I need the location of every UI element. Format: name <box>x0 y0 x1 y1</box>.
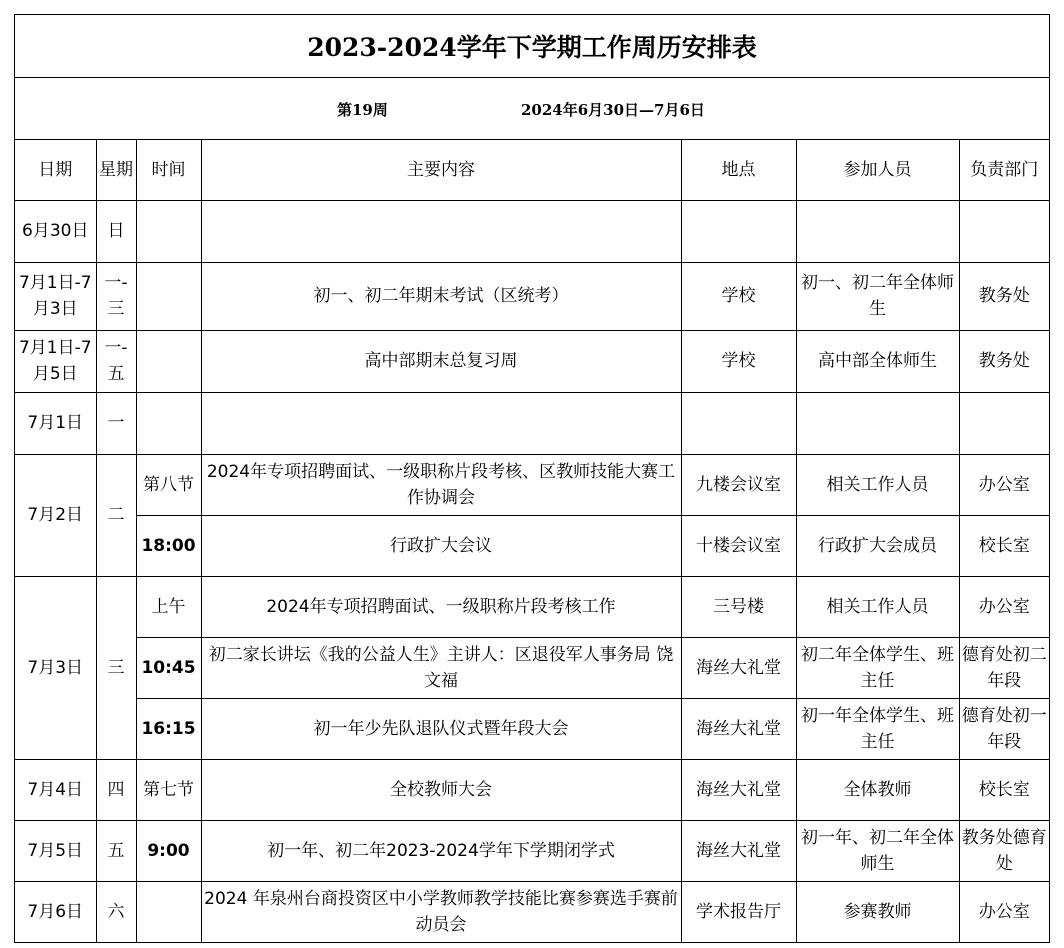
weekday-cell: 四 <box>96 759 136 820</box>
content-cell: 初二家长讲坛《我的公益人生》主讲人：区退役军人事务局 饶文福 <box>201 637 681 698</box>
time-cell <box>136 200 201 262</box>
content-cell <box>201 200 681 262</box>
time-cell <box>136 330 201 392</box>
table-row <box>15 576 1049 637</box>
table-row <box>15 330 1049 392</box>
weekday-cell: 一-五 <box>96 330 136 392</box>
people-cell <box>796 200 959 262</box>
date-cell: 7月5日 <box>15 820 96 881</box>
weekday-cell: 一-三 <box>96 262 136 330</box>
date-cell: 7月3日 <box>15 576 96 759</box>
header-row <box>15 140 1049 200</box>
dept-cell: 办公室 <box>959 454 1049 515</box>
dept-cell <box>959 200 1049 262</box>
place-cell: 学术报告厅 <box>681 881 796 943</box>
date-cell: 7月2日 <box>15 454 96 576</box>
dept-cell: 办公室 <box>959 881 1049 943</box>
time-cell: 上午 <box>136 576 201 637</box>
content-cell: 2024 年泉州台商投资区中小学教师教学技能比赛参赛选手赛前动员会 <box>201 881 681 943</box>
table-row <box>15 200 1049 262</box>
weekday-cell: 五 <box>96 820 136 881</box>
header-place: 地点 <box>681 140 796 200</box>
table-row <box>15 637 1049 698</box>
content-cell: 全校教师大会 <box>201 759 681 820</box>
date-cell: 7月4日 <box>15 759 96 820</box>
place-cell: 海丝大礼堂 <box>681 759 796 820</box>
people-cell: 初一、初二年全体师生 <box>796 262 959 330</box>
table-row <box>15 881 1049 943</box>
table-row <box>15 515 1049 576</box>
week-number: 第19周 <box>337 101 388 119</box>
content-cell: 初一年少先队退队仪式暨年段大会 <box>201 698 681 759</box>
table-row <box>15 392 1049 454</box>
table-row <box>15 262 1049 330</box>
content-cell: 初一年、初二年2023-2024学年下学期闭学式 <box>201 820 681 881</box>
table-row <box>15 698 1049 759</box>
dept-cell: 办公室 <box>959 576 1049 637</box>
content-cell: 2024年专项招聘面试、一级职称片段考核、区教师技能大赛工作协调会 <box>201 454 681 515</box>
dept-cell: 德育处初二年段 <box>959 637 1049 698</box>
time-cell: 18:00 <box>136 515 201 576</box>
table-row <box>15 454 1049 515</box>
people-cell: 初一年全体学生、班主任 <box>796 698 959 759</box>
header-weekday: 星期 <box>96 140 136 200</box>
people-cell <box>796 392 959 454</box>
place-cell <box>681 200 796 262</box>
header-time: 时间 <box>136 140 201 200</box>
weekday-cell: 日 <box>96 200 136 262</box>
week-info-row <box>15 78 1049 140</box>
schedule-sheet <box>14 14 1050 943</box>
date-cell: 7月1日-7月5日 <box>15 330 96 392</box>
dept-cell: 教务处 <box>959 262 1049 330</box>
table-row <box>15 820 1049 881</box>
dept-cell: 校长室 <box>959 759 1049 820</box>
time-cell: 16:15 <box>136 698 201 759</box>
dept-cell: 教务处 <box>959 330 1049 392</box>
weekday-cell: 一 <box>96 392 136 454</box>
date-cell: 7月1日 <box>15 392 96 454</box>
time-cell <box>136 881 201 943</box>
dept-cell: 校长室 <box>959 515 1049 576</box>
content-cell: 2024年专项招聘面试、一级职称片段考核工作 <box>201 576 681 637</box>
header-content: 主要内容 <box>201 140 681 200</box>
place-cell: 十楼会议室 <box>681 515 796 576</box>
time-cell <box>136 262 201 330</box>
place-cell: 海丝大礼堂 <box>681 637 796 698</box>
date-cell: 6月30日 <box>15 200 96 262</box>
place-cell: 九楼会议室 <box>681 454 796 515</box>
header-people: 参加人员 <box>796 140 959 200</box>
content-cell: 高中部期末总复习周 <box>201 330 681 392</box>
place-cell: 海丝大礼堂 <box>681 698 796 759</box>
content-cell: 行政扩大会议 <box>201 515 681 576</box>
place-cell: 学校 <box>681 262 796 330</box>
dept-cell <box>959 392 1049 454</box>
people-cell: 初二年全体学生、班主任 <box>796 637 959 698</box>
place-cell: 海丝大礼堂 <box>681 820 796 881</box>
people-cell: 初一年、初二年全体师生 <box>796 820 959 881</box>
place-cell: 学校 <box>681 330 796 392</box>
place-cell <box>681 392 796 454</box>
date-cell: 7月6日 <box>15 881 96 943</box>
people-cell: 相关工作人员 <box>796 576 959 637</box>
people-cell: 参赛教师 <box>796 881 959 943</box>
people-cell: 行政扩大会成员 <box>796 515 959 576</box>
page-title: 2023-2024学年下学期工作周历安排表 <box>15 15 1049 78</box>
time-cell <box>136 392 201 454</box>
time-cell: 第七节 <box>136 759 201 820</box>
time-cell: 9:00 <box>136 820 201 881</box>
dept-cell: 教务处德育处 <box>959 820 1049 881</box>
people-cell: 高中部全体师生 <box>796 330 959 392</box>
date-cell: 7月1日-7月3日 <box>15 262 96 330</box>
table-row <box>15 759 1049 820</box>
weekday-cell: 三 <box>96 576 136 759</box>
header-dept: 负责部门 <box>959 140 1049 200</box>
place-cell: 三号楼 <box>681 576 796 637</box>
time-cell: 第八节 <box>136 454 201 515</box>
schedule-table <box>15 140 1049 943</box>
time-cell: 10:45 <box>136 637 201 698</box>
people-cell: 相关工作人员 <box>796 454 959 515</box>
week-date-range: 2024年6月30日—7月6日 <box>521 101 705 119</box>
content-cell: 初一、初二年期末考试（区统考） <box>201 262 681 330</box>
people-cell: 全体教师 <box>796 759 959 820</box>
weekday-cell: 二 <box>96 454 136 576</box>
content-cell <box>201 392 681 454</box>
weekday-cell: 六 <box>96 881 136 943</box>
header-date: 日期 <box>15 140 96 200</box>
dept-cell: 德育处初一年段 <box>959 698 1049 759</box>
